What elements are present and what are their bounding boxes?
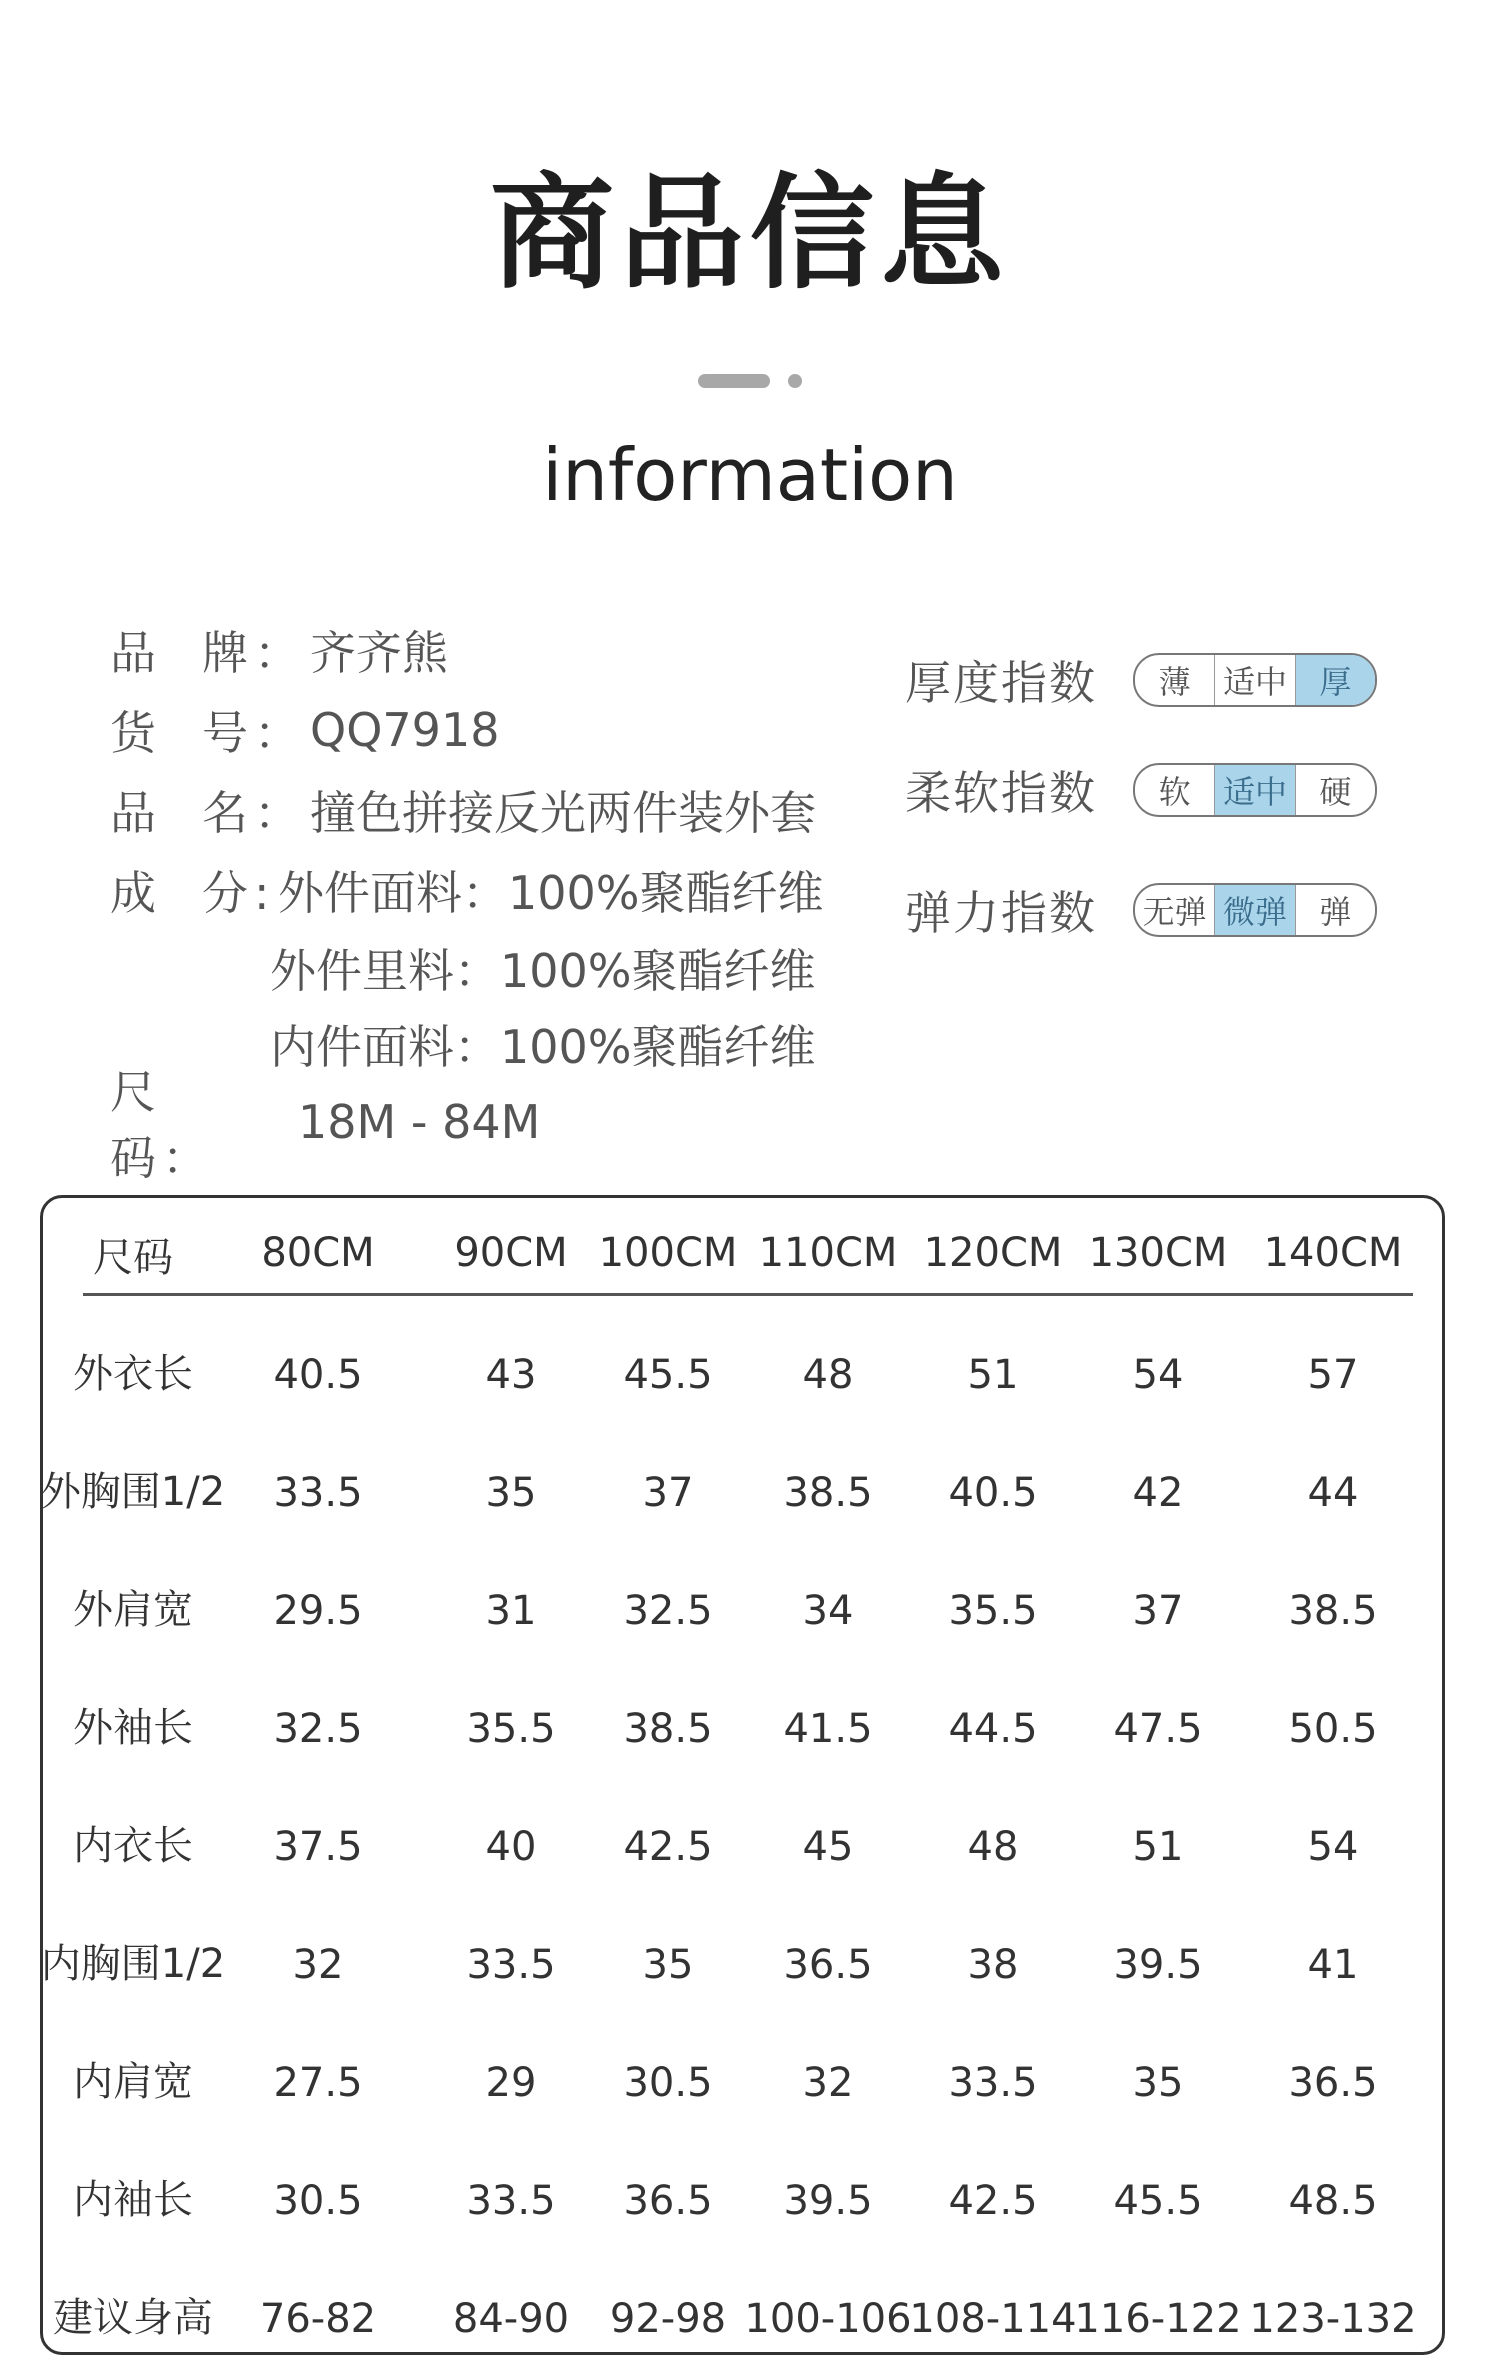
row-label: 外衣长: [73, 1351, 193, 1397]
table-cell: 33.5: [273, 1470, 363, 1516]
table-row: [43, 1350, 1448, 1430]
table-cell: 27.5: [273, 2060, 363, 2106]
composition-row-2: [110, 930, 910, 1006]
size-column-header: 130CM: [1088, 1230, 1228, 1276]
table-cell: 35: [642, 1942, 694, 1988]
size-column-header: 120CM: [923, 1230, 1063, 1276]
table-cell: 42.5: [623, 1824, 713, 1870]
table-corner-label: 尺码: [93, 1235, 173, 1281]
table-row: [43, 1704, 1448, 1784]
composition-row: [110, 850, 910, 930]
divider-dash: [698, 374, 770, 388]
table-cell: 57: [1307, 1352, 1359, 1398]
brand-value: 齐齐熊: [310, 626, 448, 680]
page-title: 商品信息: [489, 162, 1010, 306]
table-cell: 48.5: [1288, 2178, 1378, 2224]
table-cell: 42.5: [948, 2178, 1038, 2224]
table-header: [43, 1226, 1448, 1296]
table-cell: 29.5: [273, 1588, 363, 1634]
table-cell: 37.5: [273, 1824, 363, 1870]
table-cell: 35: [1132, 2060, 1184, 2106]
thickness-index: [905, 620, 1405, 740]
name-label: 品 名：: [110, 786, 306, 840]
product-info: [110, 610, 910, 1185]
scale-option: 适中: [1214, 655, 1294, 705]
table-cell: 39.5: [783, 2178, 873, 2224]
table-cell: 38.5: [623, 1706, 713, 1752]
table-cell: 76-82: [259, 2296, 377, 2342]
scale-option: 硬: [1295, 765, 1375, 815]
composition-line: 外件面料：100%聚酯纤维: [278, 866, 824, 920]
table-row: [43, 2294, 1448, 2374]
table-cell: 44.5: [948, 1706, 1038, 1752]
row-label: 内肩宽: [73, 2059, 193, 2105]
elasticity-index: [905, 840, 1405, 980]
scale-option: 无弹: [1142, 893, 1207, 931]
table-cell: 51: [967, 1352, 1019, 1398]
table-cell: 48: [802, 1352, 854, 1398]
table-cell: 32: [292, 1942, 344, 1988]
table-cell: 45.5: [623, 1352, 713, 1398]
table-cell: 84-90: [452, 2296, 570, 2342]
scale-option: 弹: [1295, 885, 1375, 935]
title-divider: [0, 374, 1500, 388]
size-range-row: [110, 1065, 910, 1185]
softness-index: [905, 740, 1405, 840]
row-label: 外胸围1/2: [40, 1469, 226, 1515]
table-cell: 36.5: [1288, 2060, 1378, 2106]
thickness-scale: [1133, 653, 1377, 707]
table-cell: 32.5: [623, 1588, 713, 1634]
scale-option: 厚: [1295, 655, 1375, 705]
table-row: [43, 1822, 1448, 1902]
size-range-label: 尺码：: [110, 1065, 214, 1185]
index-label: 柔软指数: [905, 766, 1097, 820]
fabric-indices: [905, 620, 1405, 980]
table-row: [40, 1468, 1448, 1548]
brand-label: 品 牌：: [110, 626, 306, 680]
row-label: 外袖长: [73, 1705, 193, 1751]
page-subtitle: information: [542, 433, 958, 517]
table-cell: 47.5: [1113, 1706, 1203, 1752]
composition-label: 成 分:: [110, 866, 276, 920]
header-divider: [83, 1293, 1413, 1296]
table-cell: 54: [1307, 1824, 1359, 1870]
table-row: [40, 1940, 1448, 2020]
composition-line: 外件里料：100%聚酯纤维: [270, 944, 816, 998]
table-cell: 39.5: [1113, 1942, 1203, 1988]
name-value: 撞色拼接反光两件装外套: [310, 786, 816, 840]
table-row: [43, 2176, 1448, 2256]
table-cell: 34: [802, 1588, 854, 1634]
table-cell: 51: [1132, 1824, 1184, 1870]
table-cell: 35.5: [948, 1588, 1038, 1634]
table-cell: 35: [485, 1470, 537, 1516]
table-cell: 37: [1132, 1588, 1184, 1634]
elasticity-scale: [1133, 883, 1377, 937]
table-cell: 50.5: [1288, 1706, 1378, 1752]
table-cell: 31: [485, 1588, 537, 1634]
composition-line: 内件面料：100%聚酯纤维: [270, 1020, 816, 1074]
table-cell: 40.5: [948, 1470, 1038, 1516]
table-cell: 33.5: [466, 2178, 556, 2224]
table-cell: 36.5: [623, 2178, 713, 2224]
scale-option: 微弹: [1214, 885, 1294, 935]
size-column-header: 90CM: [454, 1230, 568, 1276]
divider-dot: [788, 374, 802, 388]
table-cell: 40.5: [273, 1352, 363, 1398]
index-label: 厚度指数: [905, 656, 1097, 710]
table-cell: 30.5: [623, 2060, 713, 2106]
size-range-value: 18M - 84M: [298, 1095, 541, 1149]
table-cell: 92-98: [609, 2296, 727, 2342]
size-column-header: 110CM: [758, 1230, 898, 1276]
size-column-header: 100CM: [598, 1230, 738, 1276]
table-cell: 35.5: [466, 1706, 556, 1752]
table-cell: 41: [1307, 1942, 1359, 1988]
row-label: 建议身高: [53, 2295, 213, 2341]
table-cell: 37: [642, 1470, 694, 1516]
table-cell: 32: [802, 2060, 854, 2106]
table-row: [43, 2058, 1448, 2138]
row-label: 外肩宽: [73, 1587, 193, 1633]
table-cell: 38.5: [1288, 1588, 1378, 1634]
table-cell: 30.5: [273, 2178, 363, 2224]
table-cell: 108-114: [909, 2296, 1077, 2342]
name-row: [110, 770, 910, 850]
scale-option: 软: [1158, 773, 1191, 811]
table-cell: 40: [485, 1824, 537, 1870]
table-cell: 41.5: [783, 1706, 873, 1752]
softness-scale: [1133, 763, 1377, 817]
table-cell: 33.5: [466, 1942, 556, 1988]
table-cell: 36.5: [783, 1942, 873, 1988]
table-cell: 33.5: [948, 2060, 1038, 2106]
scale-option: 适中: [1214, 765, 1294, 815]
table-cell: 38.5: [783, 1470, 873, 1516]
size-column-header: 80CM: [261, 1230, 375, 1276]
sku-value: QQ7918: [310, 703, 500, 757]
table-cell: 100-106: [744, 2296, 912, 2342]
scale-option: 薄: [1158, 663, 1191, 701]
table-cell: 45: [802, 1824, 854, 1870]
table-cell: 44: [1307, 1470, 1359, 1516]
row-label: 内胸围1/2: [40, 1941, 226, 1987]
table-cell: 32.5: [273, 1706, 363, 1752]
row-label: 内袖长: [73, 2177, 193, 2223]
size-column-header: 140CM: [1263, 1230, 1403, 1276]
table-cell: 116-122: [1074, 2296, 1242, 2342]
table-row: [43, 1586, 1448, 1666]
sku-label: 货 号：: [110, 706, 306, 760]
table-cell: 43: [485, 1352, 537, 1398]
table-cell: 38: [967, 1942, 1019, 1988]
index-label: 弹力指数: [905, 886, 1097, 940]
table-cell: 42: [1132, 1470, 1184, 1516]
table-cell: 45.5: [1113, 2178, 1203, 2224]
row-label: 内衣长: [73, 1823, 193, 1869]
table-cell: 29: [485, 2060, 537, 2106]
table-cell: 123-132: [1249, 2296, 1417, 2342]
brand-row: [110, 610, 910, 690]
table-cell: 48: [967, 1824, 1019, 1870]
table-cell: 54: [1132, 1352, 1184, 1398]
sku-row: [110, 690, 910, 770]
size-chart: [40, 1195, 1445, 2355]
